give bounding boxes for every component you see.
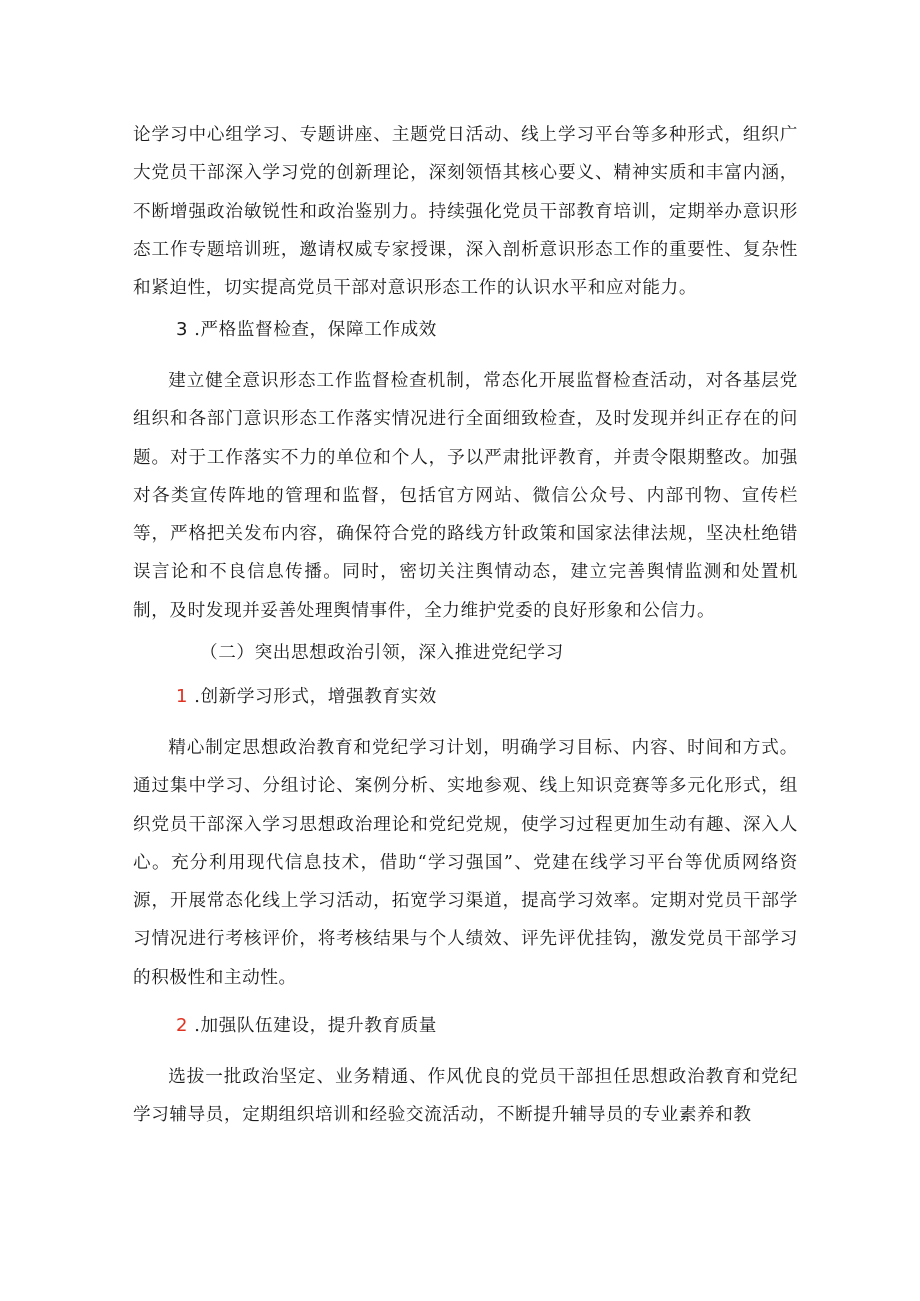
section-heading-3 — [176, 311, 776, 349]
paragraph-team-building: 选拔一批政治坚定、业务精通、作风优良的党员干部担任思想政治教育和党纪学习辅导员，定期组织培训和经验交流活动，不断提升辅导员的专业素养和教 — [133, 1067, 798, 1126]
paragraph-ideology-study: 论学习中心组学习、专题讲座、主题党日活动、线上学习平台等多种形式，组织广大党员干部深入学习党的创新理论，深刻领悟其核心要义、精神实质和丰富内涵，不断增强政治敏锐性和政治鉴别力。持续强化党员干部教育培训，定期举办意识形态工作专题培训班，邀请权威专家授课，深入剖析意识形态工作的重要性、复杂性和紧迫性，切实提高党员干部对意识形态工作的认识水平和应对能力。 — [133, 125, 798, 299]
subsection-heading-2 — [176, 1007, 776, 1045]
heading-title-1: .创新学习形式，增强教育实效 — [188, 687, 437, 707]
section-heading-2: （二）突出思想政治引领，深入推进党纪学习 — [200, 643, 564, 663]
paragraph-supervision: 建立健全意识形态工作监督检查机制，常态化开展监督检查活动，对各基层党组织和各部门意识形态工作落实情况进行全面细致检查，及时发现并纠正存在的问题。对于工作落实不力的单位和个人，予以严肃批评教育，并责令限期整改。加强对各类宣传阵地的管理和监督，包括官方网站、微信公众号、内部刊物、宣传栏等，严格把关发布内容，确保符合党的路线方针政策和国家法律法规，坚决杜绝错误言论和不良信息传播。同时，密切关注舆情动态，建立完善舆情监测和处置机制，及时发现并妥善处理舆情事件，全力维护党委的良好形象和公信力。 — [133, 371, 798, 621]
heading-number-3: 3 — [176, 319, 189, 340]
heading-number-1: 1 — [176, 686, 189, 707]
subsection-heading-1 — [176, 678, 776, 716]
heading-number-2: 2 — [176, 1015, 189, 1036]
heading-title-2: .加强队伍建设，提升教育质量 — [188, 1016, 437, 1036]
paragraph-study-forms: 精心制定思想政治教育和党纪学习计划，明确学习目标、内容、时间和方式。通过集中学习、分组讨论、案例分析、实地参观、线上知识竞赛等多元化形式，组织党员干部深入学习思想政治理论和党纪党规，使学习过程更加生动有趣、深入人心。充分利用现代信息技术，借助“学习强国”、党建在线学习平台等优质网络资源，开展常态化线上学习活动，拓宽学习渠道，提高学习效率。定期对党员干部学习情况进行考核评价，将考核结果与个人绩效、评先评优挂钩，激发党员干部学习的积极性和主动性。 — [133, 738, 798, 988]
heading-title-3: .严格监督检查，保障工作成效 — [188, 320, 437, 340]
